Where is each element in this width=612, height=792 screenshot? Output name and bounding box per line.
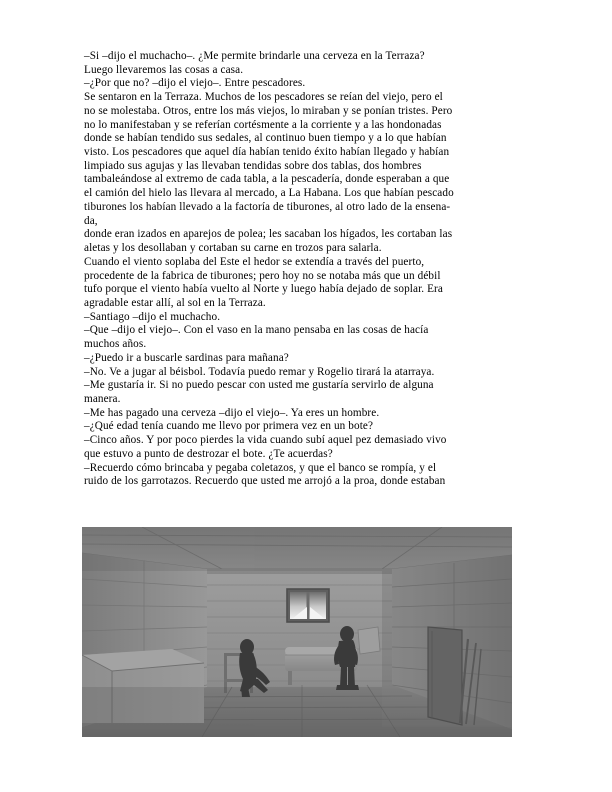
- text-line: –¿Puedo ir a buscarle sardinas para mañana?: [84, 351, 289, 364]
- text-line: donde se habían tendido sus sedales, al continuo buen tiempo y a lo que habían: [84, 132, 447, 145]
- text-line: –Santiago –dijo el muchacho.: [84, 310, 221, 323]
- text-line: no lo manifestaban y se referían cortésmente a la corriente y a las hondonadas: [84, 118, 442, 131]
- text-line: tiburones los habían llevado a la factoría de tiburones, al otro lado de la ensena-: [84, 200, 451, 213]
- text-line: muchos años.: [84, 338, 147, 351]
- cabin-window: [287, 589, 329, 622]
- illustration-artwork: [82, 527, 512, 737]
- text-line: visto. Los pescadores que aquel día habían tenido éxito habían llegado y habían: [84, 146, 450, 159]
- text-line: Se sentaron en la Terraza. Muchos de los pescadores se reían del viejo, pero el: [84, 91, 443, 104]
- text-line: donde eran izados en aparejos de polea; les sacaban los hígados, les cortaban las: [84, 228, 453, 241]
- text-line: Luego llevaremos las cosas a casa.: [84, 63, 244, 76]
- text-line: manera.: [84, 392, 121, 405]
- text-line: –No. Ve a jugar al béisbol. Todavía puedo remar y Rogelio tirará la atarraya.: [84, 365, 435, 378]
- text-line: ruido de los garrotazos. Recuerdo que usted me arrojó a la proa, donde estaban: [84, 475, 446, 488]
- text-line: –Recuerdo cómo brincaba y pegaba coletazos, y que el banco se rompía, y el: [84, 461, 437, 474]
- text-line: –¿Por que no? –dijo el viejo–. Entre pescadores.: [84, 77, 306, 90]
- text-line: aletas y los desollaban y cortaban su carne en trozos para salarla.: [84, 242, 382, 255]
- text-line: –Si –dijo el muchacho–. ¿Me permite brindarle una cerveza en la Terraza?: [84, 50, 425, 62]
- text-line: –Me gustaría ir. Si no puedo pescar con usted me gustaría servirlo de alguna: [84, 379, 434, 392]
- body-text: [84, 50, 520, 489]
- cabin-interior-illustration: [82, 527, 512, 737]
- text-line: no se molestaba. Otros, entre los más viejos, lo miraban y se ponían tristes. Pero: [84, 104, 453, 117]
- text-line: agradable estar allí, al sol en la Terraza.: [84, 296, 266, 309]
- text-line: Cuando el viento soplaba del Este el hedor se extendía a través del puerto,: [84, 255, 425, 268]
- text-line: da,: [84, 214, 98, 227]
- text-line: –Que –dijo el viejo–. Con el vaso en la mano pensaba en las cosas de hacía: [84, 324, 429, 337]
- text-line: procedente de la fabrica de tiburones; pero hoy no se notaba más que un débil: [84, 269, 441, 282]
- text-line: que estuvo a punto de destrozar el bote. ¿Te acuerdas?: [84, 447, 333, 460]
- text-line: –Cinco años. Y por poco pierdes la vida cuando subí aquel pez demasiado vivo: [84, 434, 447, 447]
- text-line: el camión del hielo las llevara al mercado, a La Habana. Los que habían pescado: [84, 187, 454, 200]
- text-line: tambaleándose al extremo de cada tabla, a la pescadería, donde esperaban a que: [84, 173, 450, 186]
- text-line: tufo porque el viento había vuelto al Norte y luego había dejado de soplar. Era: [84, 283, 443, 296]
- text-line: –Me has pagado una cerveza –dijo el viejo–. Ya eres un hombre.: [84, 406, 380, 419]
- text-line: –¿Qué edad tenía cuando me llevo por primera vez en un bote?: [84, 420, 374, 433]
- text-line: limpiado sus agujas y las llevaban tendidas sobre dos tablas, dos hombres: [84, 159, 422, 172]
